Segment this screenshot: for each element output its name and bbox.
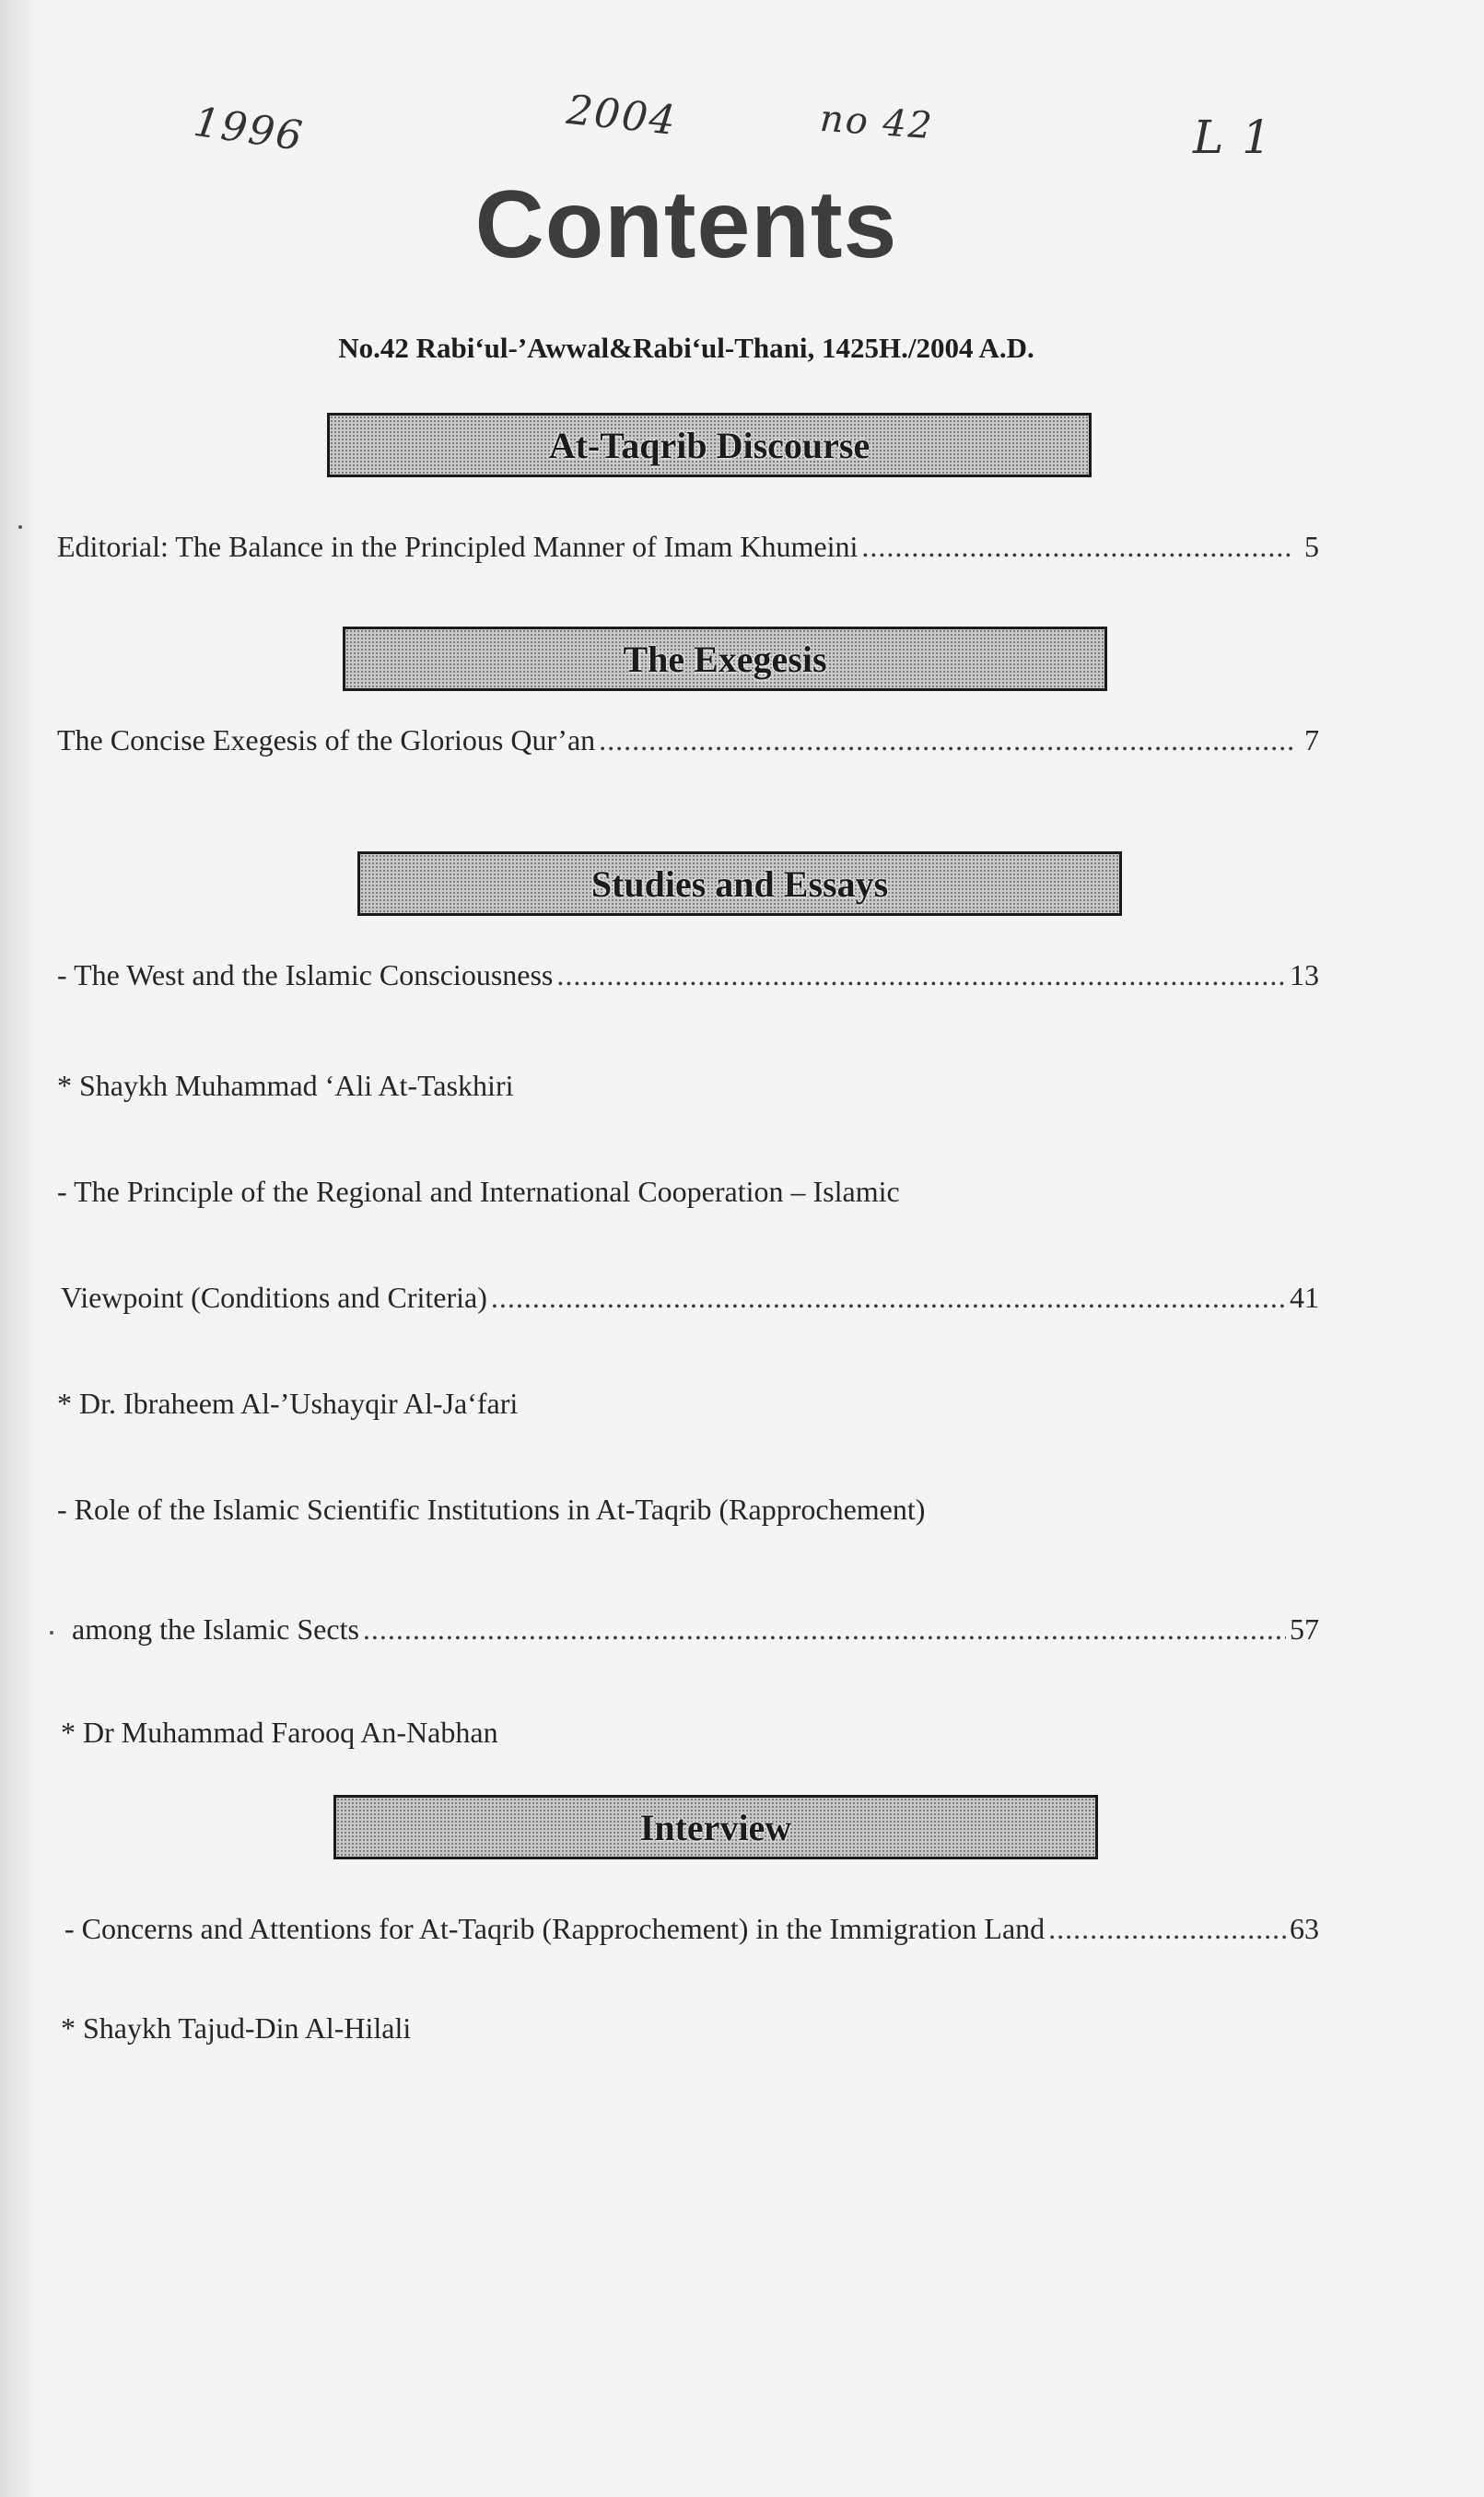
handwritten-note-year: 1996 xyxy=(191,98,307,161)
toc-entry-text: - Concerns and Attentions for At-Taqrib (Rapprochement) in the Immigration Land xyxy=(64,1912,1046,1945)
section-banner-discourse xyxy=(327,413,1092,477)
page-edge-shadow xyxy=(0,0,37,2497)
toc-author-taskhiri: * Shaykh Muhammad ‘Ali At-Taskhiri xyxy=(57,1069,514,1102)
dot-leader xyxy=(599,723,1293,757)
page-title: Contents xyxy=(474,171,898,278)
toc-entry-role-line1: - Role of the Islamic Scientific Institutions in At-Taqrib (Rapprochement) xyxy=(57,1493,926,1526)
toc-entry-principle-line2 xyxy=(61,1281,1319,1315)
issue-line: No.42 Rabi‘ul-’Awwal&Rabi‘ul-Thani, 1425H./2004 A.D. xyxy=(338,332,1034,364)
section-banner-interview xyxy=(333,1795,1098,1859)
toc-entry-principle-line1: - The Principle of the Regional and International Cooperation – Islamic xyxy=(57,1175,900,1208)
dot-leader xyxy=(1048,1912,1286,1946)
handwritten-note-code: L 1 xyxy=(1193,111,1273,164)
print-speck xyxy=(50,1631,53,1635)
toc-entry-role-line2 xyxy=(72,1612,1319,1647)
toc-author-nabhan: * Dr Muhammad Farooq An-Nabhan xyxy=(61,1716,498,1749)
section-title-studies: Studies and Essays xyxy=(590,862,889,905)
toc-entry-text: Editorial: The Balance in the Principled Manner of Imam Khumeini xyxy=(57,530,859,563)
toc-entry-text: Viewpoint (Conditions and Criteria) xyxy=(61,1281,487,1314)
print-speck xyxy=(18,525,22,529)
section-title-exegesis: The Exegesis xyxy=(623,638,827,680)
dot-leader xyxy=(556,958,1286,992)
toc-entry-concerns xyxy=(64,1912,1319,1946)
toc-author-hilali: * Shaykh Tajud-Din Al-Hilali xyxy=(61,2011,412,2045)
toc-entry-text: - The West and the Islamic Consciousness xyxy=(57,958,554,991)
handwritten-note-issue: no 42 xyxy=(818,97,935,148)
dot-leader xyxy=(491,1281,1286,1315)
section-title-discourse: At-Taqrib Discourse xyxy=(548,424,871,466)
toc-page-number: 5 xyxy=(1304,530,1319,563)
toc-entry-concise-exegesis xyxy=(57,723,1319,757)
toc-page-number: 63 xyxy=(1290,1912,1319,1945)
section-banner-exegesis xyxy=(343,627,1107,691)
toc-author-ushayqir: * Dr. Ibraheem Al-’Ushayqir Al-Ja‘fari xyxy=(57,1387,519,1420)
handwritten-note-year-2: 2004 xyxy=(564,86,680,146)
dot-leader xyxy=(861,530,1293,564)
section-title-interview: Interview xyxy=(639,1806,792,1848)
toc-entry-west xyxy=(57,958,1319,992)
toc-page-number: 57 xyxy=(1290,1612,1319,1646)
section-banner-studies xyxy=(357,851,1122,916)
toc-page-number: 41 xyxy=(1290,1281,1319,1314)
toc-entry-text: The Concise Exegesis of the Glorious Qur’an xyxy=(57,723,596,756)
toc-page-number: 13 xyxy=(1290,958,1319,991)
toc-page-number: 7 xyxy=(1304,723,1319,756)
dot-leader xyxy=(363,1612,1286,1647)
toc-entry-text: among the Islamic Sects xyxy=(72,1612,359,1646)
toc-entry-editorial xyxy=(57,530,1319,564)
